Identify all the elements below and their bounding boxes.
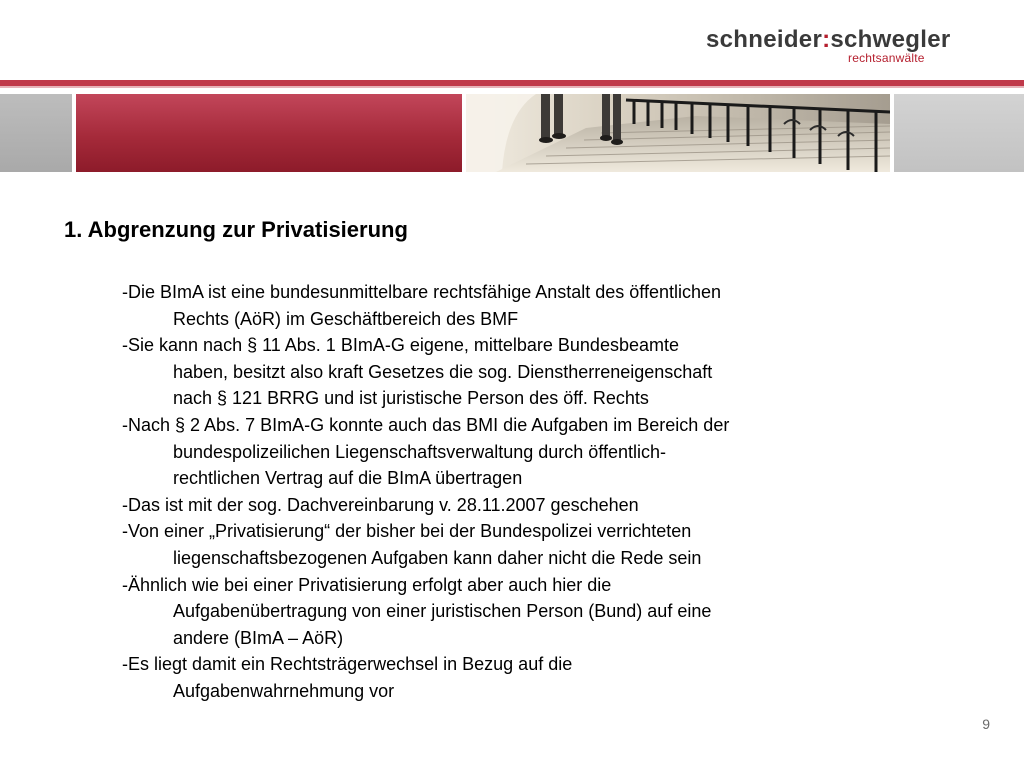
bullet-line: haben, besitzt also kraft Gesetzes die sog. Dienstherreneigenschaft [173,361,713,382]
bullet-item [122,492,922,519]
slide-heading: 1. Abgrenzung zur Privatisierung [64,217,408,242]
banner-gray-block-left [0,94,72,172]
bullet-line: -Es liegt damit ein Rechtsträgerwechsel in Bezug auf die [122,654,573,675]
logo-left-word: schneider [706,26,823,53]
bullet-line: andere (BImA – AöR) [173,627,344,648]
bullet-line: bundespolizeilichen Liegenschaftsverwaltung durch öffentlich- [173,441,666,462]
bullet-item [122,651,922,704]
logo-separator: : [822,26,831,53]
logo-wordmark [706,26,950,54]
bullet-line: -Von einer „Privatisierung“ der bisher bei der Bundespolizei verrichteten [122,521,692,542]
bullet-list [122,279,922,705]
bullet-line: rechtlichen Vertrag auf die BImA übertragen [173,468,523,489]
banner-red-block [76,94,462,172]
bullet-line: liegenschaftsbezogenen Aufgaben kann daher nicht die Rede sein [173,547,702,568]
bullet-line: -Das ist mit der sog. Dachvereinbarung v. 28.11.2007 geschehen [122,494,639,515]
bullet-line: -Ähnlich wie bei einer Privatisierung erfolgt aber auch hier die [122,574,612,595]
bullet-line: nach § 121 BRRG und ist juristische Person des öff. Rechts [173,388,649,409]
page-number: 9 [982,716,990,732]
header-rule-thin [0,86,1024,88]
bullet-item [122,332,922,412]
banner-gray-block-right [894,94,1024,172]
bullet-line: -Nach § 2 Abs. 7 BImA-G konnte auch das BMI die Aufgaben im Bereich der [122,414,730,435]
bullet-item [122,412,922,492]
bullet-line: -Sie kann nach § 11 Abs. 1 BImA-G eigene, mittelbare Bundesbeamte [122,335,679,356]
bullet-item [122,518,922,571]
bullet-line: -Die BImA ist eine bundesunmittelbare rechtsfähige Anstalt des öffentlichen [122,282,722,302]
bullet-item [122,572,922,652]
bullet-line: Rechts (AöR) im Geschäftbereich des BMF [173,308,519,329]
firm-logo [706,26,986,66]
bullet-line: Aufgabenübertragung von einer juristischen Person (Bund) auf eine [173,601,712,622]
bullet-line: Aufgabenwahrnehmung vor [173,680,395,701]
logo-right-word: schwegler [830,26,951,53]
logo-subtitle: rechtsanwälte [848,51,925,65]
stairs-photo-illustration [466,94,890,172]
banner-stairs-photo [466,94,890,172]
bullet-item [122,279,922,332]
